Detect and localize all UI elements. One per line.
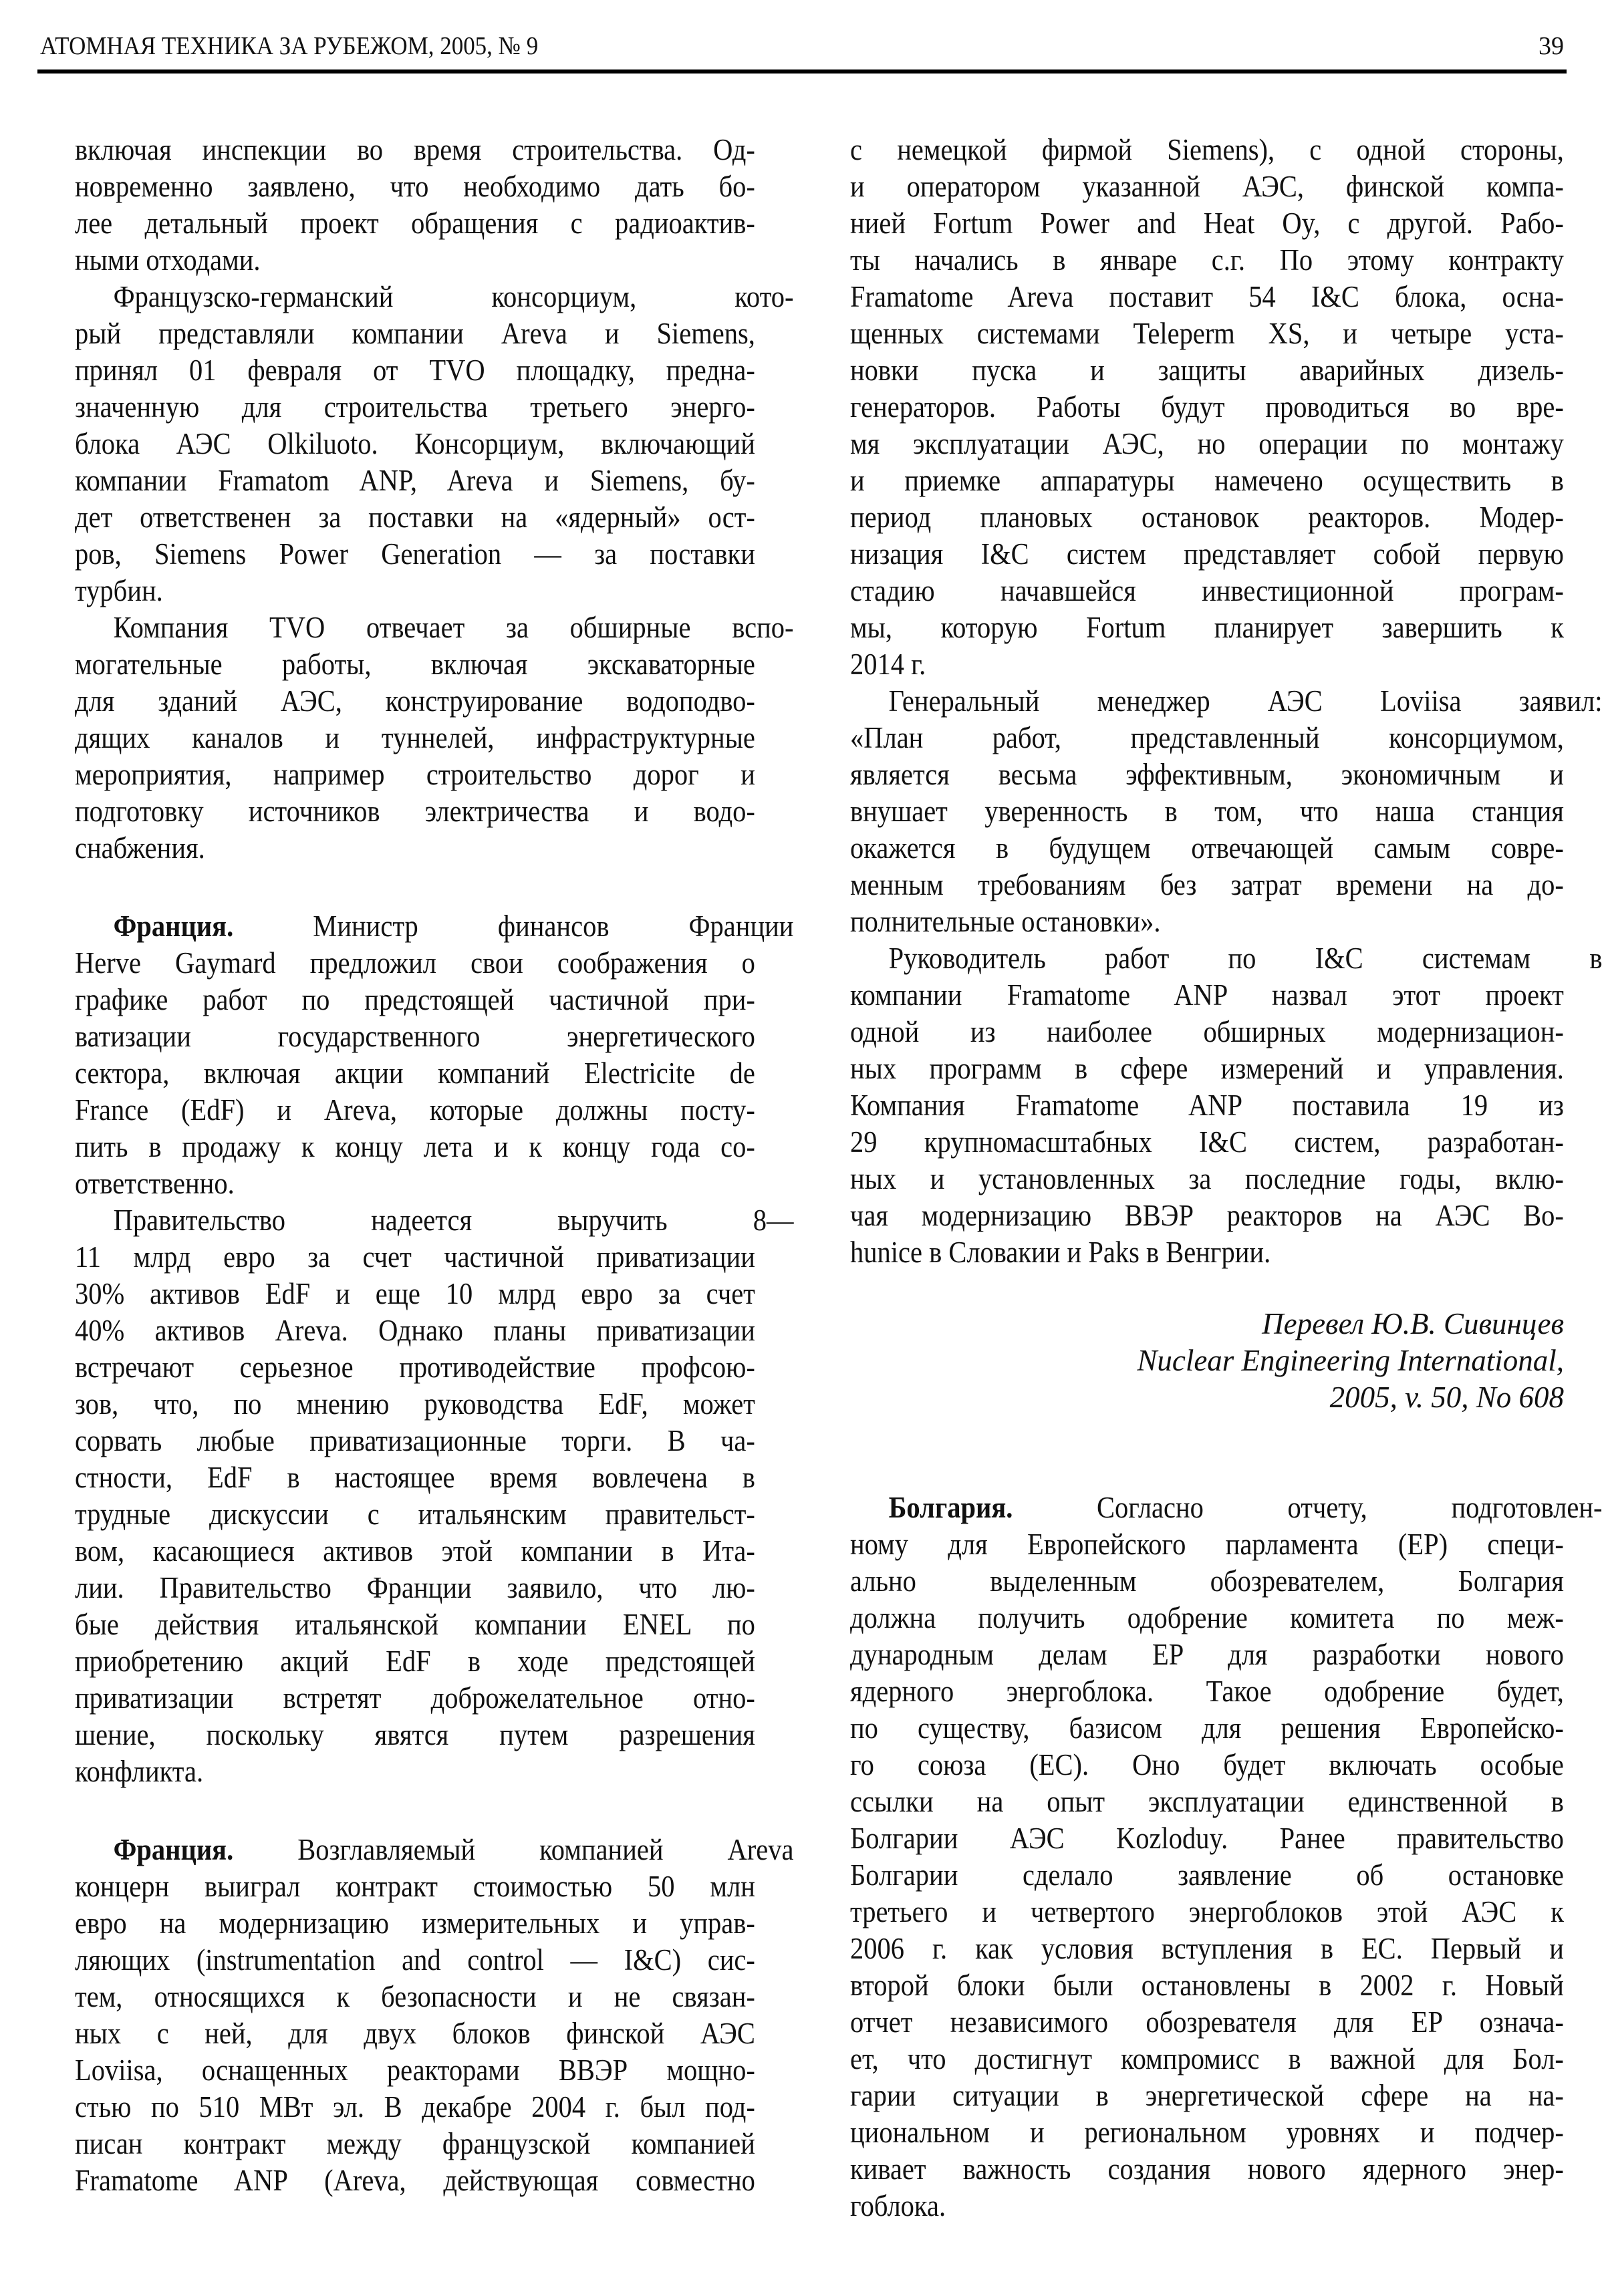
text-line: турбин. <box>75 574 163 607</box>
text-line: гарии ситуации в энергетической сфере на на- <box>850 2079 1564 2112</box>
text-line: приватизации встретят доброжелательное отно- <box>75 1681 755 1715</box>
text-line: новременно заявлено, что необходимо дать бо- <box>75 170 755 203</box>
paragraph-france-privatization <box>75 908 794 1202</box>
text-line: окажется в будущем отвечающей самым совре- <box>850 831 1564 865</box>
text-line: Framatome ANP (Areva, действующая совместно <box>75 2164 755 2197</box>
translator-name: Перевел Ю.В. Сивинцев <box>1262 1307 1564 1340</box>
text-line: снабжения. <box>75 831 205 865</box>
text-line: и приемке аппаратуры намечено осуществить в <box>850 464 1564 497</box>
text-line: ров, Siemens Power Generation — за поставки <box>75 537 755 571</box>
text-line: лее детальный проект обращения с радиоактив- <box>75 206 755 240</box>
text-line: тем, относящихся к безопасности и не связан- <box>75 1980 755 2013</box>
text-line: ляющих (instrumentation and control — I&C) сис- <box>75 1943 755 1977</box>
text-line: ватизации государственного энергетического <box>75 1020 755 1053</box>
text-line: 29 крупномасштабных I&C систем, разработан- <box>850 1125 1564 1159</box>
text-line: встречают серьезное противодействие профсою- <box>75 1350 755 1384</box>
paragraph-government-revenue <box>75 1202 794 1790</box>
text-line: мы, которую Fortum планирует завершить к <box>850 611 1564 644</box>
text-line: рый представляли компании Areva и Siemens, <box>75 317 755 350</box>
text-line: лии. Правительство Франции заявило, что лю- <box>75 1571 755 1604</box>
text-line: блока АЭС Olkiluoto. Консорциум, включающий <box>75 427 755 460</box>
paragraph-contract-continued <box>850 132 1564 683</box>
text-line: мероприятия, например строительство дорог и <box>75 758 755 791</box>
text-line: France (EdF) и Areva, которые должны посту- <box>75 1093 755 1127</box>
translation-credit <box>850 1306 1564 1416</box>
text-line: новки пуска и защиты аварийных дизель- <box>850 353 1564 387</box>
text-line: концерн выиграл контракт стоимостью 50 млн <box>75 1870 755 1903</box>
section-heading: Болгария. <box>888 1491 1013 1524</box>
text-line: Руководитель работ по I&C системам в <box>888 942 1603 975</box>
text-line: принял 01 февраля от TVO площадку, предна- <box>75 353 755 387</box>
text-line: писан контракт между французской компанией <box>75 2127 755 2160</box>
text-line: циональном и региональном уровнях и подчер- <box>850 2116 1564 2149</box>
text-line: Французско-германский консорциум, кото- <box>113 280 794 313</box>
text-line: низация I&C систем представляет собой первую <box>850 537 1564 571</box>
text-line: третьего и четвертого энергоблоков этой АЭС к <box>850 1895 1564 1928</box>
text-line: мя эксплуатации АЭС, но операции по монтажу <box>850 427 1564 460</box>
text-line: одной из наиболее обширных модернизацион- <box>850 1015 1564 1048</box>
text-line: Генеральный менеджер АЭС Loviisa заявил: <box>888 684 1603 718</box>
text-line: Франция. Возглавляемый компанией Areva <box>113 1833 794 1866</box>
section-gap <box>850 1416 1564 1489</box>
text-line: генераторов. Работы будут проводиться во вре- <box>850 390 1564 424</box>
text-line: трудные дискуссии с итальянским правительст- <box>75 1497 755 1531</box>
paragraph-france-areva-contract <box>75 1832 794 2199</box>
text-line: отчет независимого обозревателя для EP означа- <box>850 2005 1564 2039</box>
text-line: Болгарии сделало заявление об остановке <box>850 1858 1564 1892</box>
section-heading: Франция. <box>113 909 234 943</box>
text-line: Компания Framatome ANP поставила 19 из <box>850 1089 1564 1122</box>
paragraph-loviisa-manager-quote <box>850 683 1603 940</box>
text-line: сектора, включая акции компаний Electricite de <box>75 1056 755 1090</box>
text-line: зов, что, по мнению руководства EdF, может <box>75 1387 755 1421</box>
text-line: включая инспекции во время строительства. Од- <box>75 133 755 166</box>
text-line: сорвать любые приватизационные торги. В ча- <box>75 1424 755 1457</box>
text-line: ссылки на опыт эксплуатации единственной в <box>850 1785 1564 1818</box>
text-line: период плановых остановок реакторов. Модер- <box>850 500 1564 534</box>
text-line: Framatome Areva поставит 54 I&C блока, осна- <box>850 280 1564 313</box>
signature-gap <box>850 1271 1564 1306</box>
left-column <box>75 132 794 2199</box>
running-header <box>40 29 1564 63</box>
header-rule <box>37 69 1567 74</box>
text-line: полнительные остановки». <box>850 905 1161 938</box>
text-line: ет, что достигнут компромисс в важной для Бол- <box>850 2042 1564 2075</box>
text-line: ных и установленных за последние годы, вклю- <box>850 1162 1564 1195</box>
text-line: ному для Европейского парламента (EP) специ- <box>850 1528 1564 1561</box>
text-line: конфликта. <box>75 1755 204 1788</box>
text-line: стью по 510 МВт эл. В декабре 2004 г. был под- <box>75 2090 755 2124</box>
text-line: дящих каналов и туннелей, инфраструктурные <box>75 721 755 754</box>
text-line: является весьма эффективным, экономичным и <box>850 758 1564 791</box>
text-line: второй блоки были остановлены в 2002 г. Новый <box>850 1969 1564 2002</box>
text-line: по существу, базисом для решения Европейско- <box>850 1711 1564 1745</box>
text-line: значенную для строительства третьего энерго- <box>75 390 755 424</box>
text-line: компании Framatom ANP, Areva и Siemens, бу- <box>75 464 755 497</box>
text-line: должна получить одобрение комитета по меж- <box>850 1601 1564 1634</box>
text-line: щенных системами Teleperm XS, и четыре уста- <box>850 317 1564 350</box>
text-line: нией Fortum Power and Heat Oy, с другой. Рабо- <box>850 206 1564 240</box>
text-line: 2014 г. <box>850 648 926 681</box>
text-line: ными отходами. <box>75 243 261 277</box>
paragraph-waste-management <box>75 132 755 279</box>
text-line: для зданий АЭС, конструирование водоподво- <box>75 684 755 718</box>
text-line: гоблока. <box>850 2189 946 2222</box>
text-line: чая модернизацию ВВЭР реакторов на АЭС Bo- <box>850 1199 1564 1232</box>
text-line: внушает уверенность в том, что наша станция <box>850 795 1564 828</box>
text-line: Herve Gaymard предложил свои соображения о <box>75 946 755 980</box>
text-line: Болгарии АЭС Kozloduy. Ранее правительство <box>850 1822 1564 1855</box>
text-line: графике работ по предстоящей частичной при- <box>75 983 755 1016</box>
text-line: дет ответственен за поставки на «ядерный» ост- <box>75 500 755 534</box>
paragraph-framatome-statement <box>850 940 1603 1271</box>
text-line: стадию начавшейся инвестиционной програм- <box>850 574 1564 607</box>
text-line: 2006 г. как условия вступления в ЕС. Первый и <box>850 1932 1564 1965</box>
text-line: 11 млрд евро за счет частичной приватизации <box>75 1240 755 1274</box>
text-line: «План работ, представленный консорциумом, <box>850 721 1564 754</box>
text-line: приобретению акций EdF в ходе предстоящей <box>75 1644 755 1678</box>
section-gap <box>75 1790 755 1832</box>
text-line: бые действия итальянской компании ENEL по <box>75 1608 755 1641</box>
text-line: евро на модернизацию измерительных и управ- <box>75 1906 755 1940</box>
text-line: и оператором указанной АЭС, финской компа- <box>850 170 1564 203</box>
text-line: 40% активов Areva. Однако планы приватизации <box>75 1314 755 1347</box>
section-heading: Франция. <box>113 1833 234 1866</box>
text-line: Правительство надеется выручить 8— <box>113 1203 794 1237</box>
text-line: ответственно. <box>75 1167 235 1200</box>
text-line: компании Framatome ANP назвал этот проект <box>850 978 1564 1012</box>
text-line: менным требованиям без затрат времени на до- <box>850 868 1564 901</box>
page-number: 39 <box>1539 32 1564 60</box>
text-line: Франция. Министр финансов Франции <box>113 909 794 943</box>
text-line: го союза (ЕС). Оно будет включать особые <box>850 1748 1564 1781</box>
text-line: пить в продажу к концу лета и к концу года со- <box>75 1130 755 1163</box>
journal-title: АТОМНАЯ ТЕХНИКА ЗА РУБЕЖОМ, 2005, № 9 <box>40 32 539 60</box>
text-line: Компания TVO отвечает за обширные вспо- <box>113 611 794 644</box>
paragraph-tvo-works <box>75 609 794 867</box>
paragraph-bulgaria <box>850 1489 1603 2225</box>
text-line: Loviisa, оснащенных реакторами ВВЭР мощно- <box>75 2053 755 2087</box>
text-line: ядерного энергоблока. Такое одобрение будет, <box>850 1675 1564 1708</box>
text-line: вом, касающиеся активов этой компании в Ита- <box>75 1534 755 1568</box>
text-line: ных с ней, для двух блоков финской АЭС <box>75 2017 755 2050</box>
source-citation: 2005, v. 50, No 608 <box>1329 1381 1564 1414</box>
text-line: ты начались в январе с.г. По этому контракту <box>850 243 1564 277</box>
text-line: шение, поскольку явятся путем разрешения <box>75 1718 755 1751</box>
text-line: кивает важность создания нового ядерного энер- <box>850 2152 1564 2186</box>
text-line: ально выделенным обозревателем, Болгария <box>850 1564 1564 1598</box>
text-line: hunice в Словакии и Paks в Венгрии. <box>850 1236 1271 1269</box>
paragraph-consortium <box>75 279 794 609</box>
right-column <box>850 132 1603 2225</box>
text-line: Болгария. Согласно отчету, подготовлен- <box>888 1491 1603 1524</box>
text-line: ных программ в сфере измерений и управления. <box>850 1052 1564 1085</box>
text-line: с немецкой фирмой Siemens), с одной стороны, <box>850 133 1564 166</box>
source-publication: Nuclear Engineering International, <box>1137 1344 1564 1377</box>
section-gap <box>75 867 755 908</box>
text-line: дународным делам EP для разработки нового <box>850 1638 1564 1671</box>
text-line: подготовку источников электричества и водо- <box>75 795 755 828</box>
text-line: 30% активов EdF и еще 10 млрд евро за счет <box>75 1277 755 1310</box>
text-line: могательные работы, включая экскаваторные <box>75 648 755 681</box>
text-line: стности, EdF в настоящее время вовлечена в <box>75 1461 755 1494</box>
